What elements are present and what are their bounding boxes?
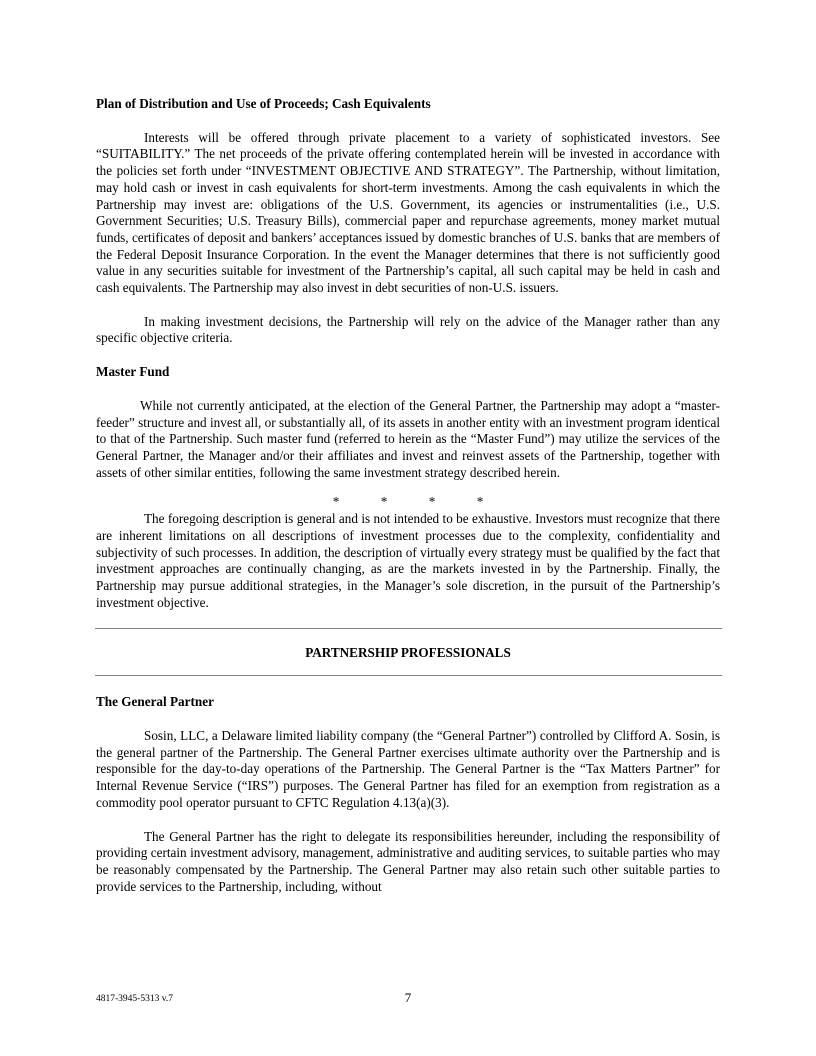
document-id: 4817-3945-5313 v.7	[96, 994, 173, 1004]
plan-paragraph-2: In making investment decisions, the Partnership will rely on the advice of the Manager rather than any specific objective criteria.	[96, 313, 720, 346]
foregoing-paragraph: The foregoing description is general and is not intended to be exhaustive. Investors must recognize that there are inherent limitations on all descriptions of investment processes due to the complexity, confidentiality and subjectivity of such processes. In addition, the description of virtually every strategy must be qualified by the fact that investment approaches are continually changing, as are the markets invested in by the Partnership. Finally, the Partnership may pursue additional strategies, in the Manager’s sole discretion, in the pursuit of the Partnership’s investment objective.	[96, 511, 720, 610]
page-number: 7	[404, 990, 412, 1005]
partnership-professionals-title: PARTNERSHIP PROFESSIONALS	[305, 644, 511, 660]
separator-star: *	[380, 494, 388, 510]
separator-star: *	[332, 494, 340, 510]
plan-paragraph-1: Interests will be offered through private placement to a variety of sophisticated investors. See “SUITABILITY.” The net proceeds of the private offering contemplated herein will be invested in accordance with the policies set forth under “INVESTMENT OBJECTIVE AND STRATEGY”. The Partnership, without limitation, may hold cash or invest in cash equivalents for short-term investments. Among the cash equivalents in which the Partnership may invest are: obligations of the U.S. Government, its agencies or instrumentalities (i.e., U.S. Government Securities; U.S. Treasury Bills), commercial paper and repurchase agreements, money market mutual funds, certificates of deposit and bankers’ acceptances issued by domestic branches of U.S. banks that are members of the Federal Deposit Insurance Corporation. In the event the Manager determines that there is not sufficiently good value in any securities suitable for investment of the Partnership’s capital, all such capital may be held in cash and cash equivalents. The Partnership may also invest in debt securities of non-U.S. issuers.	[96, 129, 720, 296]
plan-heading: Plan of Distribution and Use of Proceeds; Cash Equivalents	[96, 96, 431, 111]
general-partner-heading: The General Partner	[96, 694, 214, 710]
section-separator	[96, 494, 720, 511]
master-fund-paragraph: While not currently anticipated, at the election of the General Partner, the Partnership may adopt a “master-feeder” structure and invest all, or substantially all, of its assets in another entity with an investment program identical to that of the Partnership. Such master fund (referred to herein as the “Master Fund”) may utilize the services of the General Partner, the Manager and/or their affiliates and invest and reinvest assets of the Partnership, together with assets of other similar entities, following the same investment strategy described herein.	[96, 397, 720, 480]
master-fund-heading: Master Fund	[96, 364, 170, 380]
separator-star: *	[476, 494, 484, 510]
general-partner-paragraph-1: Sosin, LLC, a Delaware limited liability company (the “General Partner”) controlled by Clifford A. Sosin, is the general partner of the Partnership. The General Partner exercises ultimate authority over the Partnership and is responsible for the day-to-day operations of the Partnership. The General Partner is the “Tax Matters Partner” for Internal Revenue Service (“IRS”) purposes. The General Partner has filed for an exemption from registration as a commodity pool operator pursuant to CFTC Regulation 4.13(a)(3).	[96, 727, 720, 810]
document-body	[96, 96, 720, 895]
general-partner-paragraph-2: The General Partner has the right to delegate its responsibilities hereunder, including the responsibility of providing certain investment advisory, management, administrative and auditing services, to suitable parties who may be reasonably compensated by the Partnership. The General Partner may also retain such other suitable parties to provide services to the Partnership, including, without	[96, 828, 720, 894]
separator-star: *	[428, 494, 436, 510]
